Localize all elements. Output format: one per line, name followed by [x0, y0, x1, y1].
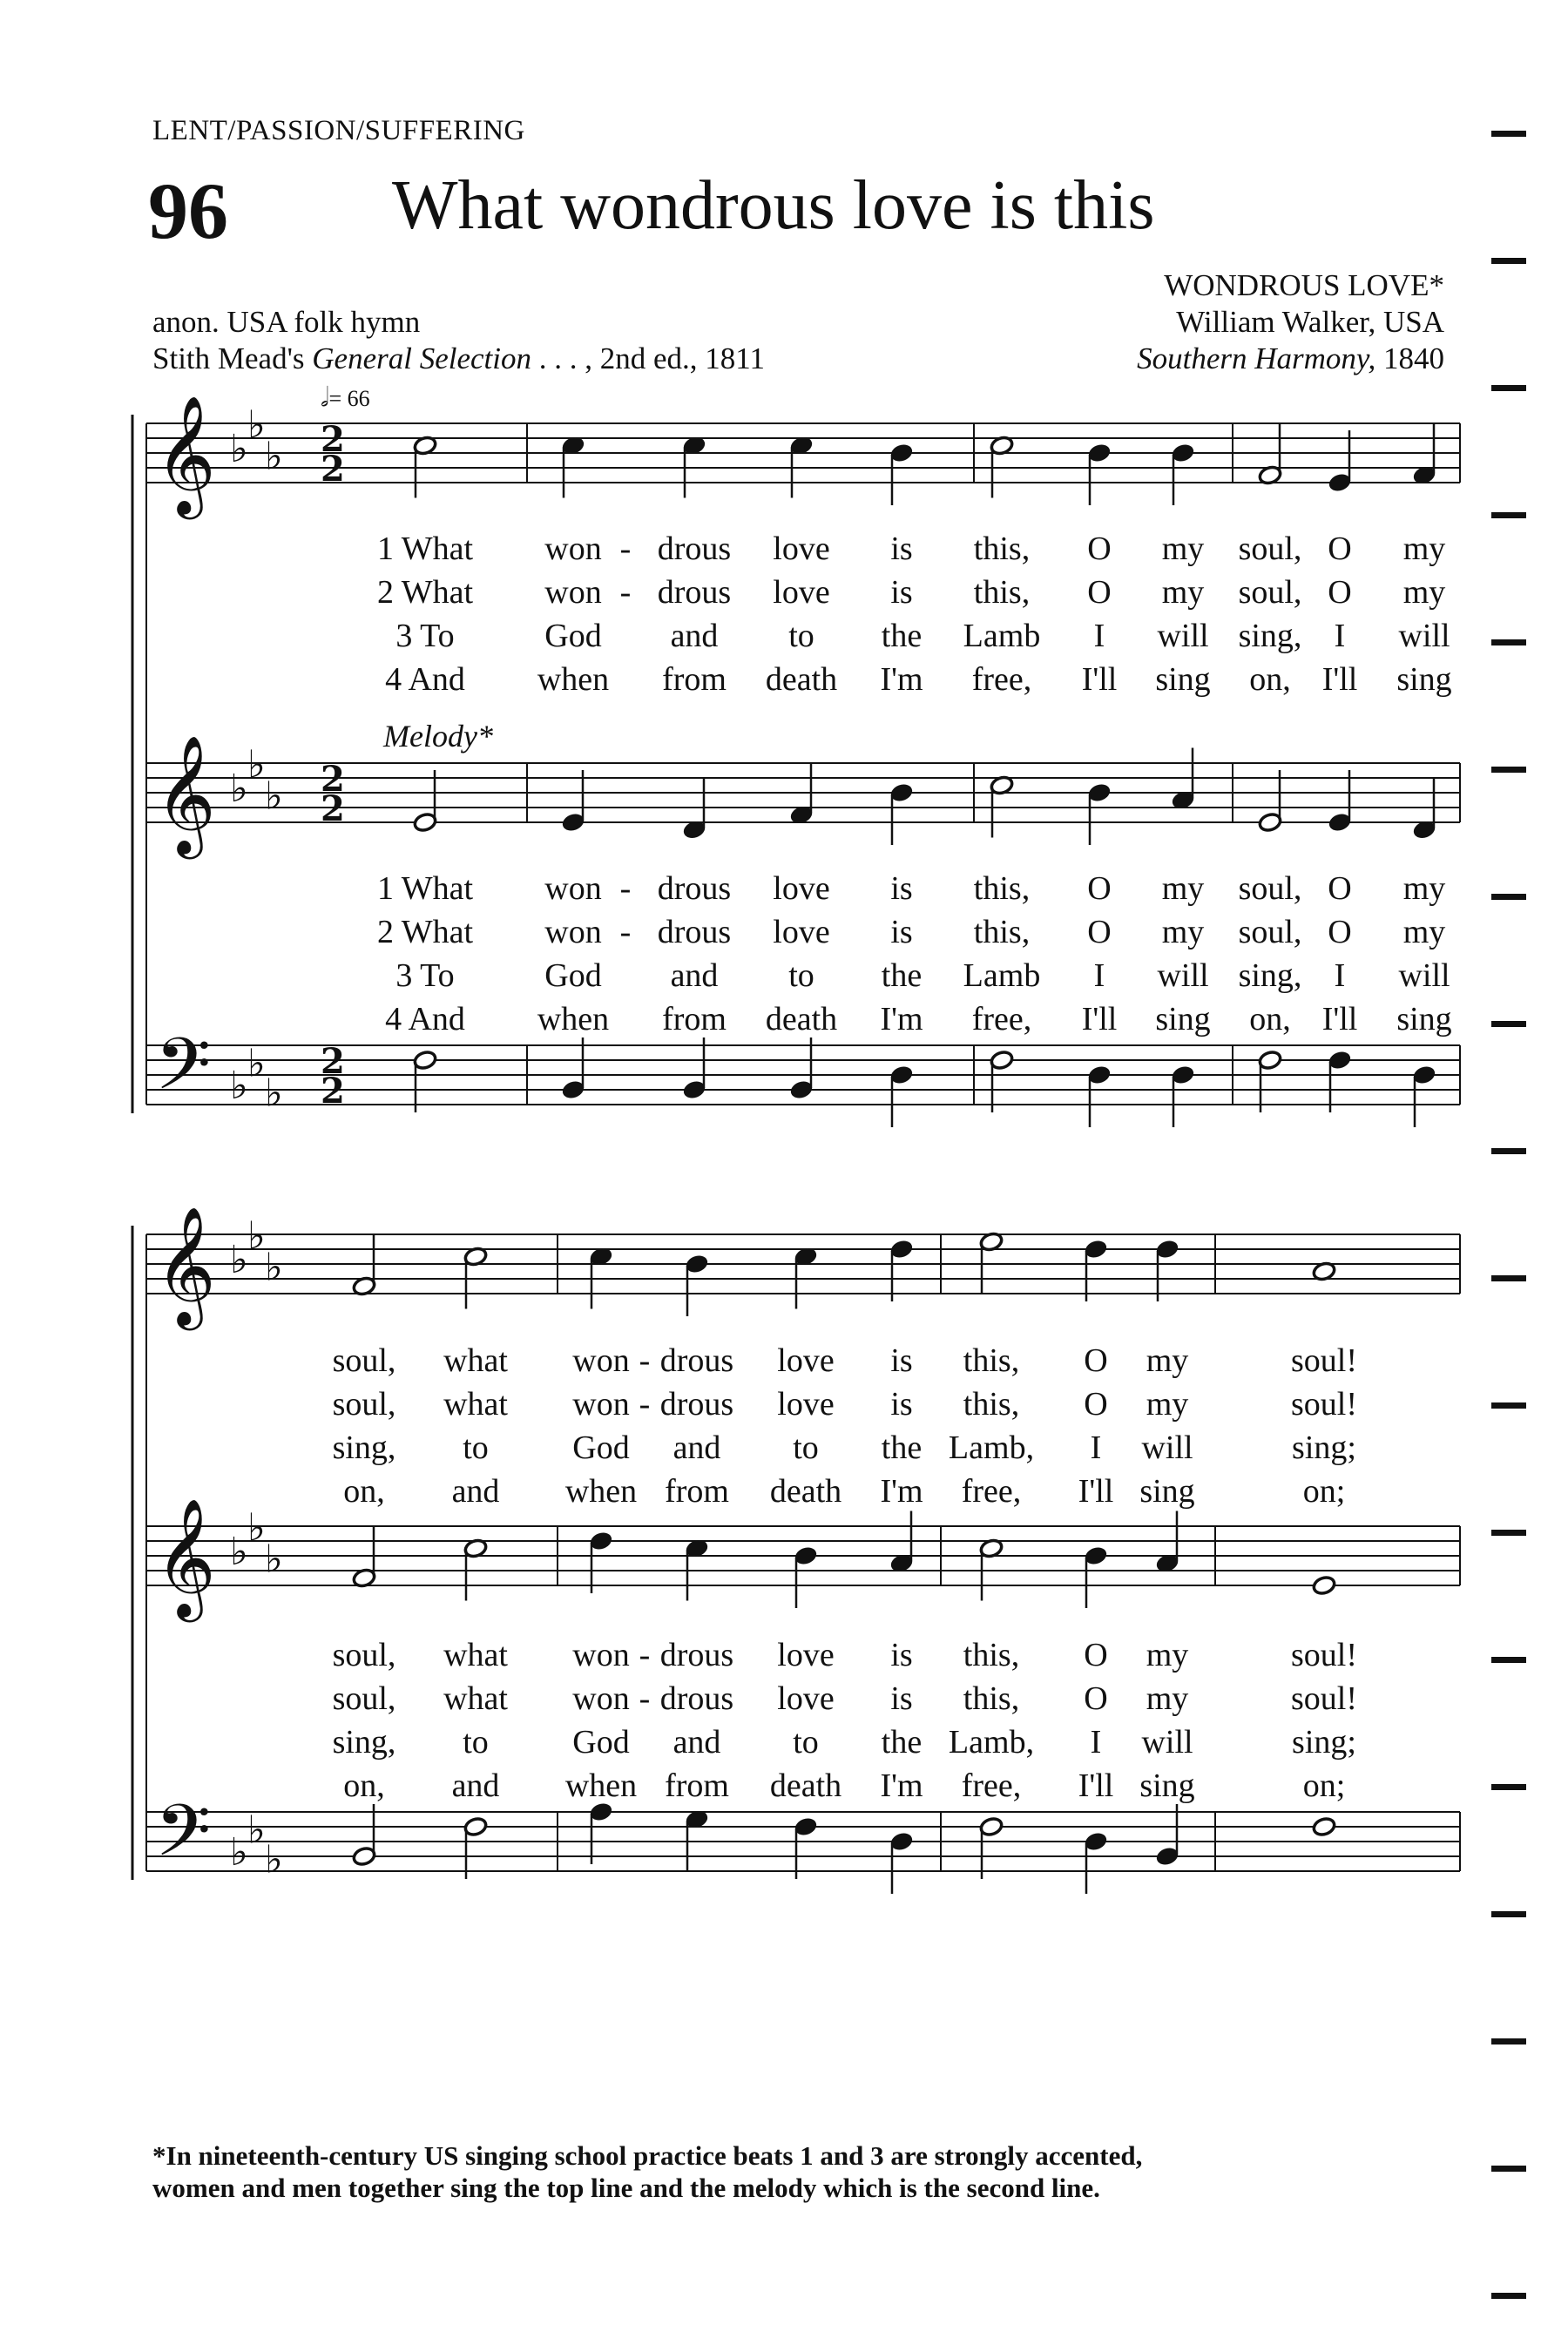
treble-clef: 𝄞	[155, 733, 216, 854]
lyric-syllable: when	[564, 1767, 638, 1804]
lyric-syllable: my	[1161, 574, 1205, 611]
bass-clef: 𝄢	[155, 1022, 212, 1124]
lyric-syllable: to	[788, 618, 814, 654]
lyric-syllable: Lamb,	[948, 1429, 1035, 1466]
lyric-syllable: the	[881, 957, 923, 994]
flat-sign: ♭	[247, 402, 266, 448]
flat-sign: ♭	[247, 1213, 266, 1259]
lyric-syllable: will	[1157, 618, 1209, 654]
lyric-syllable: I	[1093, 618, 1105, 654]
lyric-syllable: I'm	[880, 1473, 923, 1510]
edge-mark	[1491, 258, 1526, 264]
lyric-syllable: my	[1146, 1342, 1189, 1379]
lyric-syllable: what	[443, 1342, 508, 1379]
lyric-syllable: and	[672, 1429, 721, 1466]
lyric-syllable: soul,	[332, 1637, 396, 1673]
lyric-syllable: won	[572, 1680, 630, 1717]
lyric-syllable: soul,	[332, 1680, 396, 1717]
lyric-syllable: soul,	[1238, 531, 1302, 567]
lyric-syllable: sing,	[1238, 957, 1302, 994]
lyric-syllable: I	[1090, 1429, 1102, 1466]
lyric-syllable: sing;	[1292, 1724, 1356, 1761]
edge-mark	[1491, 512, 1526, 518]
lyric-syllable: love	[777, 1680, 835, 1717]
lyric-syllable: sing	[1155, 1001, 1211, 1037]
flat-sign: ♭	[247, 1505, 266, 1551]
lyric-syllable: on;	[1302, 1767, 1346, 1804]
lyric-syllable: this,	[973, 531, 1031, 567]
edge-mark	[1491, 639, 1526, 645]
lyric-syllable: to	[463, 1724, 489, 1761]
lyric-syllable: won	[572, 1386, 630, 1423]
treble-clef: 𝄞	[155, 1497, 216, 1617]
lyric-syllable: -	[639, 1680, 651, 1717]
lyric-syllable: 2 What	[376, 914, 474, 950]
lyric-syllable: soul!	[1291, 1637, 1357, 1673]
flat-sign: ♭	[230, 1064, 248, 1108]
hymn-title: What wondrous love is this	[392, 167, 1155, 244]
lyric-syllable: I'm	[880, 1001, 923, 1037]
section-heading: LENT/PASSION/SUFFERING	[152, 115, 525, 146]
lyric-syllable: O	[1328, 531, 1352, 567]
lyric-syllable: is	[890, 1342, 913, 1379]
lyric-syllable: soul,	[1238, 914, 1302, 950]
lyric-syllable: free,	[961, 1473, 1022, 1510]
lyric-syllable: on,	[343, 1767, 385, 1804]
lyric-syllable: 2 What	[376, 574, 474, 611]
lyric-syllable: 3 To	[395, 957, 455, 994]
edge-mark	[1491, 1784, 1526, 1790]
lyric-syllable: drous	[657, 531, 732, 567]
words-source-title: General Selection	[312, 341, 531, 375]
lyric-syllable: my	[1402, 870, 1446, 907]
hymn-number: 96	[148, 166, 228, 255]
lyric-syllable: soul,	[1238, 870, 1302, 907]
music-source-year: 1840	[1375, 341, 1444, 375]
lyric-syllable: Lamb	[963, 957, 1041, 994]
lyric-syllable: -	[619, 914, 632, 950]
lyric-syllable: sing	[1155, 661, 1211, 698]
lyric-syllable: will	[1141, 1724, 1193, 1761]
flat-sign: ♭	[247, 1041, 266, 1086]
lyric-syllable: O	[1087, 870, 1112, 907]
edge-mark	[1491, 1021, 1526, 1027]
edge-mark	[1491, 2166, 1526, 2172]
lyric-syllable: what	[443, 1386, 508, 1423]
lyric-syllable: I	[1334, 618, 1346, 654]
lyric-syllable: I'll	[1078, 1473, 1114, 1510]
treble-clef: 𝄞	[155, 1205, 216, 1325]
lyric-syllable: -	[619, 531, 632, 567]
lyric-syllable: Lamb	[963, 618, 1041, 654]
lyric-syllable: is	[890, 870, 913, 907]
lyric-syllable: sing;	[1292, 1429, 1356, 1466]
lyric-syllable: this,	[973, 574, 1031, 611]
lyric-syllable: is	[890, 1680, 913, 1717]
lyric-syllable: O	[1084, 1342, 1108, 1379]
lyric-syllable: when	[537, 661, 610, 698]
lyric-syllable: and	[451, 1767, 500, 1804]
lyric-syllable: free,	[961, 1767, 1022, 1804]
lyric-syllable: love	[773, 574, 830, 611]
lyric-syllable: to	[463, 1429, 489, 1466]
lyric-syllable: drous	[657, 914, 732, 950]
time-signature: 2	[321, 1041, 345, 1082]
lyric-syllable: death	[769, 1473, 842, 1510]
lyric-syllable: won	[572, 1342, 630, 1379]
lyric-syllable: death	[765, 661, 838, 698]
lyric-syllable: on,	[343, 1473, 385, 1510]
lyric-syllable: drous	[659, 1637, 734, 1673]
lyric-syllable: 3 To	[395, 618, 455, 654]
lyric-syllable: soul!	[1291, 1680, 1357, 1717]
lyric-syllable: free,	[971, 661, 1032, 698]
lyric-syllable: sing,	[332, 1724, 396, 1761]
tempo-marking	[321, 383, 370, 413]
lyric-syllable: O	[1084, 1386, 1108, 1423]
words-source-rest: . . . , 2nd ed., 1811	[531, 341, 765, 375]
lyric-syllable: I'll	[1081, 661, 1118, 698]
lyric-syllable: love	[773, 914, 830, 950]
edge-mark	[1491, 1911, 1526, 1917]
edge-mark	[1491, 1402, 1526, 1409]
time-signature: 2	[321, 449, 345, 490]
lyric-syllable: -	[639, 1637, 651, 1673]
lyric-syllable: my	[1161, 914, 1205, 950]
lyric-syllable: I'll	[1078, 1767, 1114, 1804]
lyric-syllable: -	[619, 870, 632, 907]
lyric-syllable: and	[670, 957, 719, 994]
lyric-syllable: my	[1146, 1680, 1189, 1717]
lyric-syllable: O	[1084, 1637, 1108, 1673]
lyric-syllable: is	[890, 1637, 913, 1673]
flat-sign: ♭	[247, 1808, 266, 1853]
lyric-syllable: free,	[971, 1001, 1032, 1037]
flat-sign: ♭	[230, 1830, 248, 1875]
half-note-icon: 𝅗𝅥	[321, 383, 329, 412]
lyric-syllable: I	[1090, 1724, 1102, 1761]
lyric-syllable: drous	[659, 1342, 734, 1379]
lyric-syllable: on;	[1302, 1473, 1346, 1510]
edge-mark	[1491, 131, 1526, 137]
lyric-syllable: I'll	[1321, 1001, 1358, 1037]
lyric-syllable: love	[773, 870, 830, 907]
lyric-syllable: from	[665, 1473, 729, 1510]
lyric-syllable: God	[544, 957, 602, 994]
lyric-syllable: sing	[1139, 1767, 1195, 1804]
footnote	[152, 2139, 1142, 2204]
words-credit: anon. USA folk hymn	[152, 305, 421, 339]
lyric-syllable: O	[1087, 574, 1112, 611]
lyric-syllable: sing,	[332, 1429, 396, 1466]
lyric-syllable: is	[890, 1386, 913, 1423]
lyric-syllable: drous	[659, 1386, 734, 1423]
lyric-syllable: this,	[963, 1386, 1020, 1423]
lyric-syllable: won	[544, 574, 602, 611]
edge-mark	[1491, 2038, 1526, 2044]
lyric-syllable: is	[890, 574, 913, 611]
lyric-syllable: this,	[973, 914, 1031, 950]
lyric-syllable: 4 And	[385, 661, 465, 698]
lyric-syllable: God	[544, 618, 602, 654]
lyric-syllable: from	[665, 1767, 729, 1804]
lyric-syllable: to	[793, 1724, 819, 1761]
lyric-syllable: this,	[963, 1342, 1020, 1379]
lyric-syllable: is	[890, 914, 913, 950]
lyric-syllable: 4 And	[385, 1001, 465, 1037]
lyric-syllable: love	[777, 1342, 835, 1379]
edge-mark	[1491, 1657, 1526, 1663]
lyric-syllable: drous	[659, 1680, 734, 1717]
lyric-syllable: the	[881, 1429, 923, 1466]
tune-name: WONDROUS LOVE*	[1164, 268, 1444, 302]
edge-mark	[1491, 1148, 1526, 1154]
flat-sign: ♭	[230, 767, 248, 811]
lyric-syllable: death	[765, 1001, 838, 1037]
lyric-syllable: God	[572, 1429, 630, 1466]
lyric-syllable: my	[1402, 531, 1446, 567]
flat-sign: ♭	[265, 774, 283, 819]
whole-note	[1312, 1575, 1336, 1596]
lyric-syllable: on,	[1249, 661, 1291, 698]
lyric-syllable: won	[572, 1637, 630, 1673]
lyric-syllable: drous	[657, 574, 732, 611]
lyric-syllable: sing	[1396, 1001, 1452, 1037]
lyric-syllable: on,	[1249, 1001, 1291, 1037]
lyric-syllable: won	[544, 531, 602, 567]
lyric-syllable: soul!	[1291, 1342, 1357, 1379]
lyric-syllable: O	[1328, 574, 1352, 611]
lyric-syllable: this,	[973, 870, 1031, 907]
lyric-syllable: love	[773, 531, 830, 567]
lyric-syllable: this,	[963, 1680, 1020, 1717]
lyric-syllable: won	[544, 914, 602, 950]
lyric-syllable: I	[1093, 957, 1105, 994]
footnote-line-2: women and men together sing the top line and the melody which is the second line.	[152, 2173, 1100, 2204]
lyric-syllable: the	[881, 618, 923, 654]
flat-sign: ♭	[265, 1071, 283, 1116]
lyric-syllable: soul,	[332, 1342, 396, 1379]
lyric-syllable: I'll	[1081, 1001, 1118, 1037]
lyric-syllable: my	[1146, 1637, 1189, 1673]
lyric-syllable: won	[544, 870, 602, 907]
lyric-syllable: when	[564, 1473, 638, 1510]
lyric-syllable: love	[777, 1386, 835, 1423]
words-source-prefix: Stith Mead's	[152, 341, 313, 375]
lyric-syllable: and	[451, 1473, 500, 1510]
lyric-syllable: O	[1084, 1680, 1108, 1717]
lyric-syllable: I'll	[1321, 661, 1358, 698]
flat-sign: ♭	[230, 427, 248, 471]
lyric-syllable: what	[443, 1637, 508, 1673]
time-signature: 2	[321, 1071, 345, 1112]
lyric-syllable: O	[1087, 914, 1112, 950]
lyric-syllable: O	[1328, 914, 1352, 950]
flat-sign: ♭	[265, 1837, 283, 1882]
flat-sign: ♭	[265, 434, 283, 479]
tempo-value: = 66	[328, 386, 370, 411]
lyric-syllable: I'm	[880, 1767, 923, 1804]
time-signature: 2	[321, 788, 345, 829]
flat-sign: ♭	[230, 1530, 248, 1574]
time-signature: 2	[321, 419, 345, 460]
flat-sign: ♭	[265, 1245, 283, 1290]
lyric-syllable: sing,	[1238, 618, 1302, 654]
lyric-syllable: O	[1328, 870, 1352, 907]
lyric-syllable: this,	[963, 1637, 1020, 1673]
lyric-syllable: sing	[1139, 1473, 1195, 1510]
flat-sign: ♭	[247, 742, 266, 787]
lyric-syllable: 1 What	[376, 870, 474, 907]
lyric-syllable: and	[672, 1724, 721, 1761]
lyric-syllable: I'm	[880, 661, 923, 698]
lyric-syllable: my	[1146, 1386, 1189, 1423]
lyric-syllable: drous	[657, 870, 732, 907]
lyric-syllable: love	[777, 1637, 835, 1673]
bass-clef: 𝄢	[155, 1788, 212, 1890]
lyric-syllable: sing	[1396, 661, 1452, 698]
lyric-syllable: soul,	[332, 1386, 396, 1423]
flat-sign: ♭	[230, 1238, 248, 1282]
lyric-syllable: Lamb,	[948, 1724, 1035, 1761]
edge-mark	[1491, 767, 1526, 773]
footnote-line-1: *In nineteenth-century US singing school practice beats 1 and 3 are strongly accented,	[152, 2140, 1143, 2171]
whole-note	[1312, 1816, 1336, 1837]
lyric-syllable: my	[1402, 914, 1446, 950]
lyric-syllable: will	[1157, 957, 1209, 994]
lyric-syllable: my	[1161, 531, 1205, 567]
treble-clef: 𝄞	[155, 394, 216, 514]
lyric-syllable: soul!	[1291, 1386, 1357, 1423]
edge-mark	[1491, 385, 1526, 391]
lyric-syllable: will	[1141, 1429, 1193, 1466]
lyric-syllable: will	[1398, 618, 1450, 654]
lyric-syllable: is	[890, 531, 913, 567]
lyric-syllable: God	[572, 1724, 630, 1761]
lyric-syllable: death	[769, 1767, 842, 1804]
lyric-syllable: O	[1087, 531, 1112, 567]
lyric-syllable: and	[670, 618, 719, 654]
lyric-syllable: from	[662, 661, 727, 698]
flat-sign: ♭	[265, 1537, 283, 1582]
lyric-syllable: my	[1161, 870, 1205, 907]
lyric-syllable: I	[1334, 957, 1346, 994]
lyric-syllable: from	[662, 1001, 727, 1037]
melody-label: Melody*	[383, 719, 493, 754]
lyric-syllable: -	[639, 1342, 651, 1379]
lyric-syllable: -	[619, 574, 632, 611]
music-source-title: Southern Harmony,	[1137, 341, 1376, 375]
edge-mark	[1491, 1275, 1526, 1281]
lyric-syllable: the	[881, 1724, 923, 1761]
lyric-syllable: to	[788, 957, 814, 994]
music-composer: William Walker, USA	[1176, 305, 1444, 339]
lyric-syllable: what	[443, 1680, 508, 1717]
time-signature: 2	[321, 759, 345, 800]
edge-mark	[1491, 1530, 1526, 1536]
lyric-syllable: my	[1402, 574, 1446, 611]
edge-mark	[1491, 2293, 1526, 2299]
lyric-syllable: soul,	[1238, 574, 1302, 611]
lyric-syllable: -	[639, 1386, 651, 1423]
lyric-syllable: to	[793, 1429, 819, 1466]
lyric-syllable: will	[1398, 957, 1450, 994]
lyric-syllable: when	[537, 1001, 610, 1037]
edge-mark	[1491, 894, 1526, 900]
lyric-syllable: 1 What	[376, 531, 474, 567]
